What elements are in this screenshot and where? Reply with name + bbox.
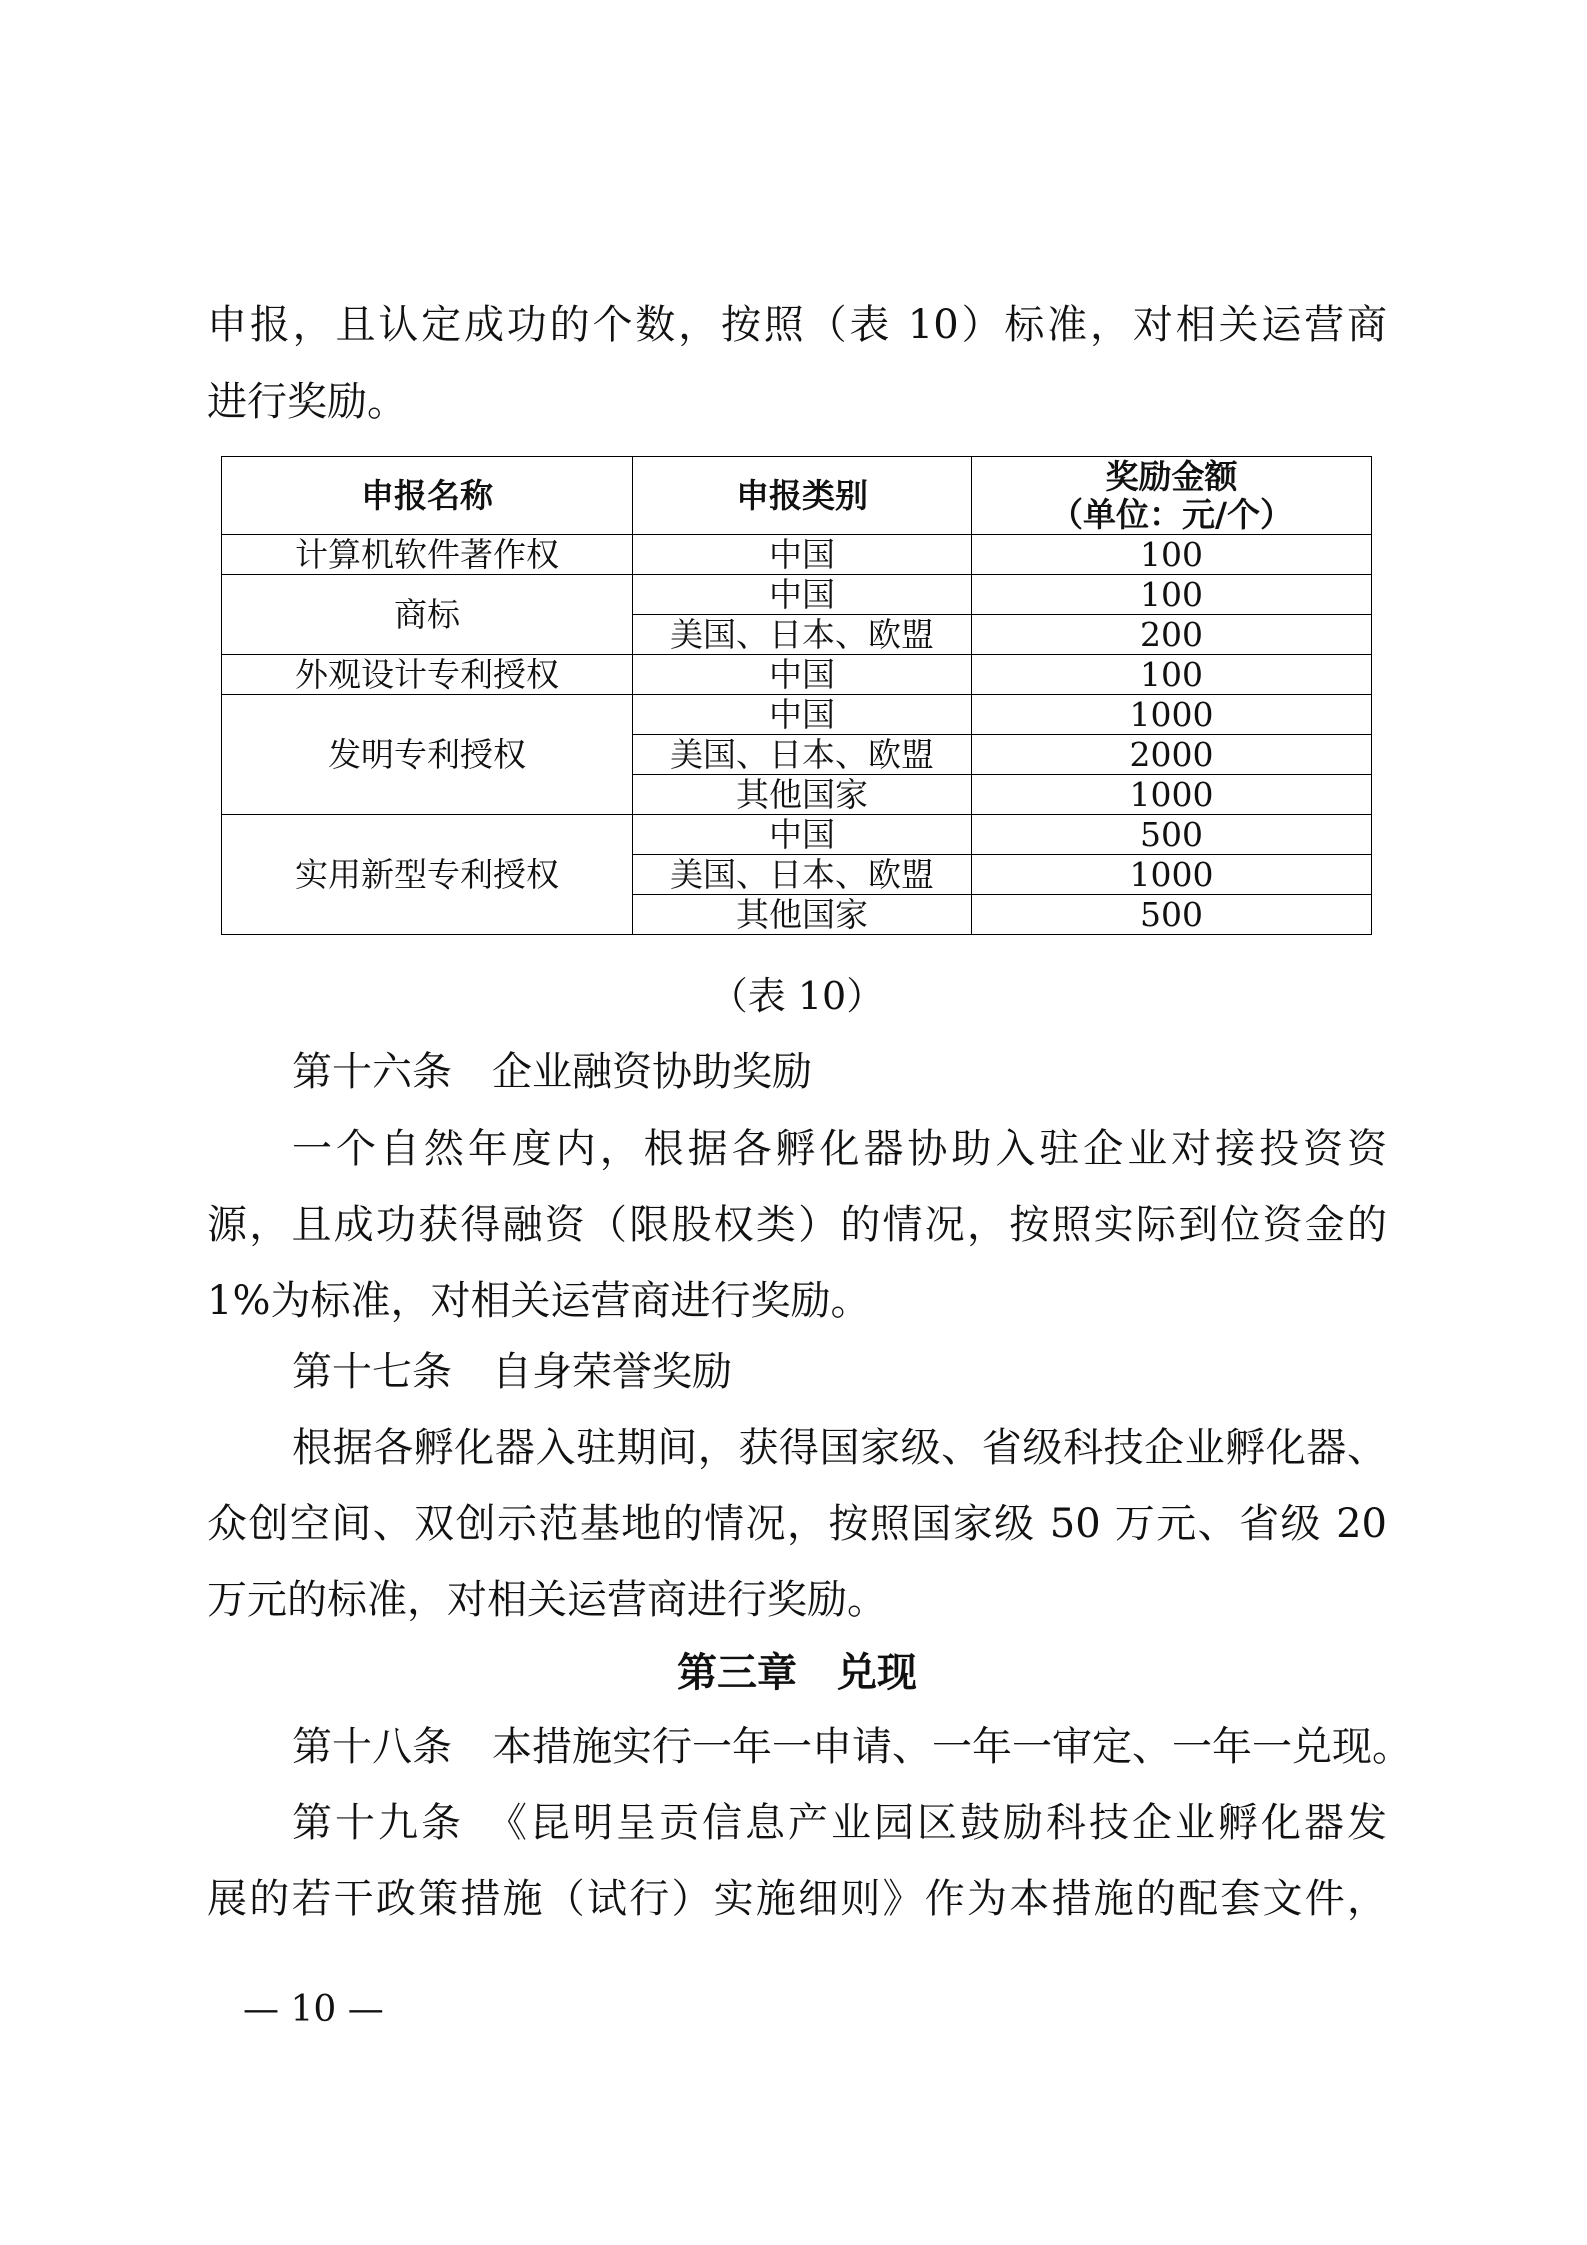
table-row bbox=[222, 575, 1372, 615]
cell-category: 中国 bbox=[633, 575, 972, 615]
page-number: — 10 — bbox=[243, 1989, 384, 2030]
table-row bbox=[222, 655, 1372, 695]
article-title: 第十七条 自身荣誉奖励 bbox=[292, 1349, 732, 1395]
header-amount bbox=[972, 457, 1372, 535]
cell-category: 美国、日本、欧盟 bbox=[633, 615, 972, 655]
paragraph-line: 第十八条 本措施实行一年一申请、一年一审定、一年一兑现。 bbox=[292, 1724, 1412, 1770]
cell-name: 外观设计专利授权 bbox=[222, 655, 633, 695]
paragraph-line: 进行奖励。 bbox=[207, 379, 407, 425]
cell-amount: 500 bbox=[972, 815, 1372, 855]
cell-name: 发明专利授权 bbox=[222, 695, 633, 815]
cell-category: 其他国家 bbox=[633, 775, 972, 815]
cell-category: 中国 bbox=[633, 695, 972, 735]
paragraph-line: 申报，且认定成功的个数，按照（表 10）标准，对相关运营商 bbox=[207, 302, 1387, 348]
paragraph-line: 根据各孵化器入驻期间，获得国家级、省级科技企业孵化器、 bbox=[292, 1425, 1387, 1471]
award-table bbox=[221, 456, 1372, 935]
cell-category: 中国 bbox=[633, 535, 972, 575]
table-header-row bbox=[222, 457, 1372, 535]
table-row bbox=[222, 815, 1372, 855]
paragraph-line: 万元的标准，对相关运营商进行奖励。 bbox=[207, 1577, 887, 1623]
cell-category: 中国 bbox=[633, 815, 972, 855]
cell-name: 商标 bbox=[222, 575, 633, 655]
table-row bbox=[222, 695, 1372, 735]
cell-category: 美国、日本、欧盟 bbox=[633, 855, 972, 895]
cell-amount: 2000 bbox=[972, 735, 1372, 775]
cell-amount: 100 bbox=[972, 535, 1372, 575]
cell-amount: 1000 bbox=[972, 855, 1372, 895]
paragraph-line: 源，且成功获得融资（限股权类）的情况，按照实际到位资金的 bbox=[207, 1202, 1387, 1248]
chapter-heading: 第三章 兑现 bbox=[677, 1650, 917, 1696]
table-caption: （表 10） bbox=[709, 974, 885, 1018]
header-name: 申报名称 bbox=[222, 457, 633, 535]
cell-category: 中国 bbox=[633, 655, 972, 695]
paragraph-line: 一个自然年度内，根据各孵化器协助入驻企业对接投资资 bbox=[292, 1126, 1387, 1172]
cell-category: 美国、日本、欧盟 bbox=[633, 735, 972, 775]
cell-amount: 1000 bbox=[972, 775, 1372, 815]
paragraph-line: 众创空间、双创示范基地的情况，按照国家级 50 万元、省级 20 bbox=[207, 1501, 1387, 1547]
cell-amount: 1000 bbox=[972, 695, 1372, 735]
cell-category: 其他国家 bbox=[633, 895, 972, 935]
paragraph-line: 1%为标准，对相关运营商进行奖励。 bbox=[207, 1278, 871, 1324]
table-body bbox=[222, 535, 1372, 935]
cell-amount: 100 bbox=[972, 655, 1372, 695]
cell-amount: 500 bbox=[972, 895, 1372, 935]
article-title: 第十六条 企业融资协助奖励 bbox=[292, 1049, 812, 1095]
cell-name: 计算机软件著作权 bbox=[222, 535, 633, 575]
cell-amount: 200 bbox=[972, 615, 1372, 655]
paragraph-line: 第十九条 《昆明呈贡信息产业园区鼓励科技企业孵化器发 bbox=[292, 1800, 1387, 1846]
cell-amount: 100 bbox=[972, 575, 1372, 615]
table-row bbox=[222, 535, 1372, 575]
header-amount-title: 奖励金额 bbox=[1105, 456, 1238, 496]
cell-name: 实用新型专利授权 bbox=[222, 815, 633, 935]
header-category: 申报类别 bbox=[633, 457, 972, 535]
paragraph-line: 展的若干政策措施（试行）实施细则》作为本措施的配套文件， bbox=[207, 1876, 1387, 1922]
header-amount-unit: （单位：元/个） bbox=[1049, 494, 1294, 534]
